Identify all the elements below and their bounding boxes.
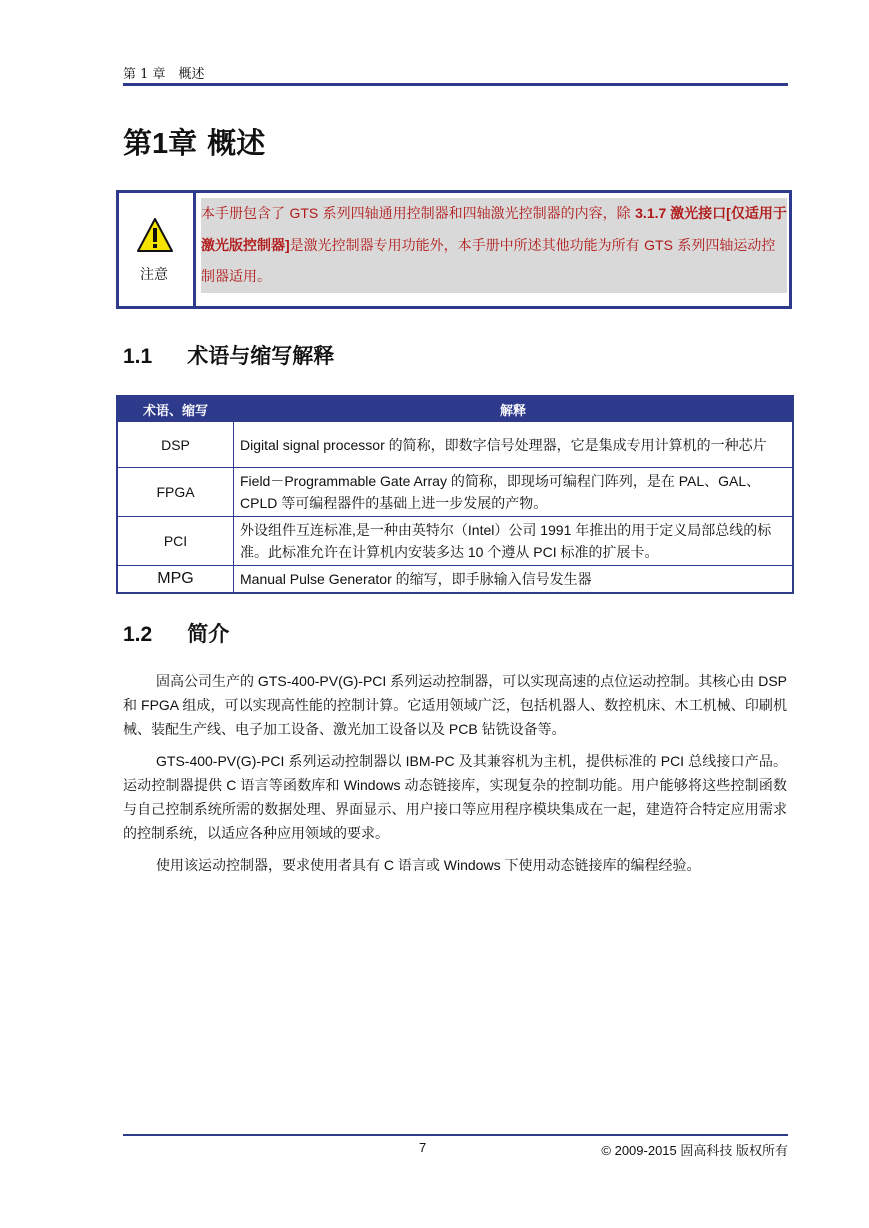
section-number: 1.2 xyxy=(123,623,153,646)
desc-cell: Digital signal processor 的简称，即数字信号处理器，它是集成专用计算机的一种芯片 xyxy=(234,422,794,468)
intro-paragraph: 使用该运动控制器，要求使用者具有 C 语言或 Windows 下使用动态链接库的编程经验。 xyxy=(156,857,701,873)
section-heading-1-2 xyxy=(123,618,229,648)
section-title: 简介 xyxy=(187,622,230,646)
note-text xyxy=(201,198,787,293)
note-text-part: 本手册包含了 xyxy=(201,206,290,222)
table-row xyxy=(117,517,793,566)
intro-paragraph: GTS-400-PV(G)-PCI 系列运动控制器以 IBM-PC 及其兼容机为主机，提供标准的 PCI 总线接口产品。运动控制器提供 C 语言等函数库和 Windows 动态链接库，实现复杂的控制功能。用户能够将这些控制函数与自己控制系统所需的数据处理、界面显示、用户接口等应用程序模块集成在一起，建造符合特定应用需求的控制系统，以适应各种应用领域的要求。 xyxy=(123,753,787,841)
term-cell: DSP xyxy=(117,422,234,468)
copyright: © 2009-2015 固高科技 版权所有 xyxy=(601,1143,788,1158)
header-rule xyxy=(123,83,788,86)
running-head: 第 1 章 概述 xyxy=(123,67,205,82)
desc-cell: Field－Programmable Gate Array 的简称，即现场可编程门阵列，是在 PAL、GAL、CPLD 等可编程器件的基础上进一步发展的产物。 xyxy=(234,468,794,517)
note-icon-label: 注意 xyxy=(140,267,168,283)
table-header: 解释 xyxy=(234,396,794,422)
chapter-number: 1 xyxy=(152,128,169,160)
desc-cell: Manual Pulse Generator 的缩写，即手脉输入信号发生器 xyxy=(234,566,794,594)
note-text-part: 系列四轴通用控制器和四轴激光控制器的内容，除 xyxy=(318,206,636,222)
term-cell: PCI xyxy=(117,517,234,566)
table-header: 术语、缩写 xyxy=(117,396,234,422)
chapter-suffix: 章 概述 xyxy=(168,126,266,160)
term-cell: FPGA xyxy=(117,468,234,517)
footer-rule xyxy=(123,1134,788,1136)
page-number: 7 xyxy=(419,1140,427,1155)
table-row xyxy=(117,468,793,517)
intro-paragraph: 固高公司生产的 GTS-400-PV(G)-PCI 系列运动控制器，可以实现高速的点位运动控制。其核心由 DSP 和 FPGA 组成，可以实现高性能的控制计算。它适用领域广泛，包括机器人、数控机床、木工机械、印刷机械、装配生产线、电子加工设备、激光加工设备以及 PCB 钻铣设备等。 xyxy=(123,673,787,737)
table-row xyxy=(117,422,793,468)
section-number: 1.1 xyxy=(123,345,153,368)
note-section-ref: 3.1.7 激光接口[仅适用于激光版控制器] xyxy=(201,205,787,253)
desc-cell: 外设组件互连标准,是一种由英特尔（Intel）公司 1991 年推出的用于定义局部总线的标准。此标准允许在计算机内安装多达 10 个遵从 PCI 标准的扩展卡。 xyxy=(234,517,794,566)
note-text-part: GTS xyxy=(289,205,319,221)
note-divider xyxy=(193,190,196,309)
section-title: 术语与缩写解释 xyxy=(187,344,335,368)
chapter-title xyxy=(123,121,265,162)
note-text-part: GTS xyxy=(644,237,673,253)
warning-triangle-icon xyxy=(137,218,173,252)
table-header-row xyxy=(117,396,793,422)
table-row xyxy=(117,566,793,594)
note-text-part: 系列四轴运动控制器适用。 xyxy=(201,238,776,285)
section-heading-1-1 xyxy=(123,340,334,370)
terms-table xyxy=(116,395,794,594)
note-text-part: 是激光控制器专用功能外，本手册中所述其他功能为所有 xyxy=(289,238,645,254)
term-cell: MPG xyxy=(117,566,234,594)
chapter-prefix: 第 xyxy=(123,126,153,160)
